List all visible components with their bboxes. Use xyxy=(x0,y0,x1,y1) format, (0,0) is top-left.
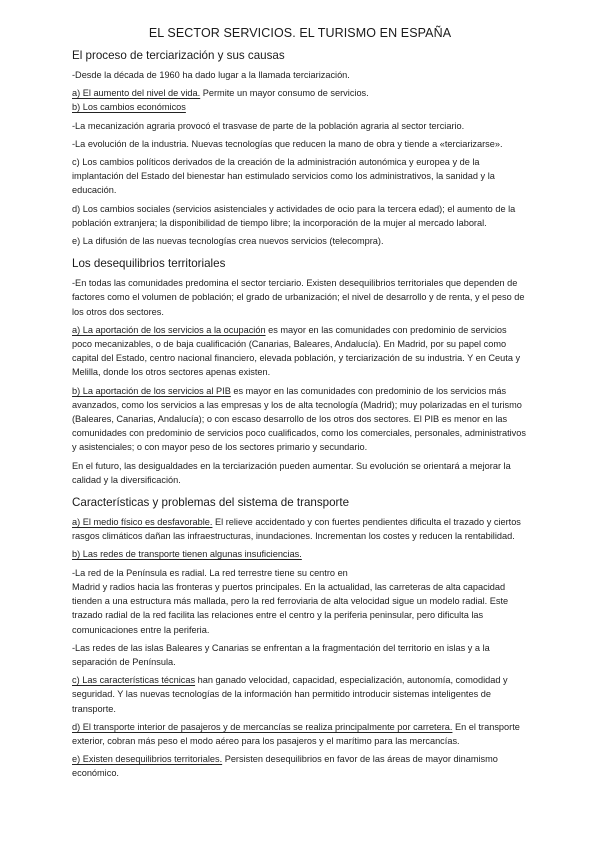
underlined-term: a) La aportación de los servicios a la ocupación xyxy=(72,324,266,335)
paragraph-text: El relieve accidentado y con fuertes pendientes dificulta el trazado y ciertos rasgos climáticos dañan las infraestructuras, inundaciones. Incrementan los costes y reducen la rentabilidad. xyxy=(72,517,521,542)
paragraph-text: Madrid y radios hacia las fronteras y puertos principales. En la actualidad, las carreteras de alta capacidad tienden a una estructura más mallada, pero la red ferroviaria de alta velocidad sigue un modelo radial. Este trazado radial de la red facilita las relaciones entre el centro y la periferia peninsular, pero dificulta las comunicaciones entre la periferia. xyxy=(72,581,509,635)
heading-terciarizacion: El proceso de terciarización y sus causas xyxy=(72,49,285,62)
paragraph xyxy=(72,323,528,380)
paragraph: c) Los cambios políticos derivados de la creación de la administración autonómica y europea y de la implantación del Estado del bienestar han estimulado servicios como los administrativos, la sanidad y la educación. xyxy=(72,157,495,196)
paragraph-text: es mayor en las comunidades con predominio de servicios poco mecanizables, o de baja cualificación (Canarias, Baleares, Andalucía). En Madrid, por su papel como capital del Estado, centro nacional financiero, elevada población, y terciarización de su industria. Y en Ceuta y Melilla, donde los otros sectores apenas existen. xyxy=(72,324,521,378)
paragraph xyxy=(72,547,528,561)
paragraph: -Las redes de las islas Baleares y Canarias se enfrentan a la fragmentación del territorio en islas y a la separación de Península. xyxy=(72,642,490,667)
underlined-term: b) La aportación de los servicios al PIB xyxy=(72,385,231,396)
paragraph: -La mecanización agraria provocó el trasvase de parte de la población agraria al sector terciario. xyxy=(72,120,465,131)
paragraph: -En todas las comunidades predomina el sector terciario. Existen desequilibrios territoriales que dependen de factores como el volumen de población; el grado de urbanización; el nivel de desarrollo y de renta, y el peso de los otros dos sectores. xyxy=(72,278,525,317)
underlined-term: a) El medio físico es desfavorable. xyxy=(72,517,213,528)
paragraph xyxy=(72,384,528,455)
paragraph-text: Permite un mayor consumo de servicios. xyxy=(200,88,369,99)
paragraph xyxy=(72,673,528,716)
underlined-term: d) El transporte interior de pasajeros y de mercancías se realiza principalmente por carretera. xyxy=(72,721,453,732)
underlined-term: e) Existen desequilibrios territoriales. xyxy=(72,754,223,765)
paragraph: En el futuro, las desigualdades en la terciarización pueden aumentar. Su evolución se orientará a mejorar la calidad y la diversificación. xyxy=(72,460,511,485)
paragraph xyxy=(72,752,528,780)
paragraph-text: En el transporte exterior, cobran más peso el modo aéreo para los pasajeros y el marítimo para las mercancías. xyxy=(72,721,520,746)
heading-transporte: Características y problemas del sistema de transporte xyxy=(72,496,350,510)
paragraph xyxy=(72,720,528,748)
underlined-term: b) Los cambios económicos xyxy=(72,102,186,113)
paragraph xyxy=(72,566,528,637)
document-title: EL SECTOR SERVICIOS. EL TURISMO EN ESPAÑA xyxy=(148,26,452,40)
paragraph-text: -La red de la Península es radial. La red terrestre tiene su centro en xyxy=(72,567,348,578)
paragraph-text: han ganado velocidad, capacidad, especialización, autonomía, comodidad y seguridad. Y las nuevas tecnologías de la información han permitido introducir sistemas inteligentes de transporte. xyxy=(72,675,508,714)
paragraph-text: es mayor en las comunidades con predominio de los servicios más avanzados, como los servicios a las empresas y los de alta tecnología (Madrid); muy polarizadas en el turismo (Baleares, Canarias, Andalucía); o con escaso desarrollo de los otros dos sectores. El PIB es menor en las comunidades con predominio de servicios poco cualificados, como los comerciales, personales, administrativos y asistenciales; o con mayor peso de los sectores primario y secundario. xyxy=(72,385,526,453)
paragraph: d) Los cambios sociales (servicios asistenciales y actividades de ocio para la tercera edad); el aumento de la población extranjera; la disponibilidad de tiempo libre; la incorporación de la mujer al mercado laboral. xyxy=(72,203,516,228)
paragraph xyxy=(72,515,528,543)
paragraph xyxy=(72,100,528,114)
underlined-term: a) El aumento del nivel de vida. xyxy=(72,88,201,99)
paragraph-text: Persisten desequilibrios en favor de las áreas de mayor dinamismo económico. xyxy=(72,754,498,779)
heading-desequilibrios: Los desequilibrios territoriales xyxy=(72,257,226,271)
paragraph: -La evolución de la industria. Nuevas tecnologías que reducen la mano de obra y tiende a «terciarizarse». xyxy=(72,138,503,149)
paragraph xyxy=(72,86,528,100)
paragraph: -Desde la década de 1960 ha dado lugar a la llamada terciarización. xyxy=(72,70,350,80)
paragraph: e) La difusión de las nuevas tecnologías crea nuevos servicios (telecompra). xyxy=(72,236,384,247)
underlined-term: c) Las características técnicas xyxy=(72,675,196,686)
underlined-term: b) Las redes de transporte tienen algunas insuficiencias. xyxy=(72,549,302,560)
